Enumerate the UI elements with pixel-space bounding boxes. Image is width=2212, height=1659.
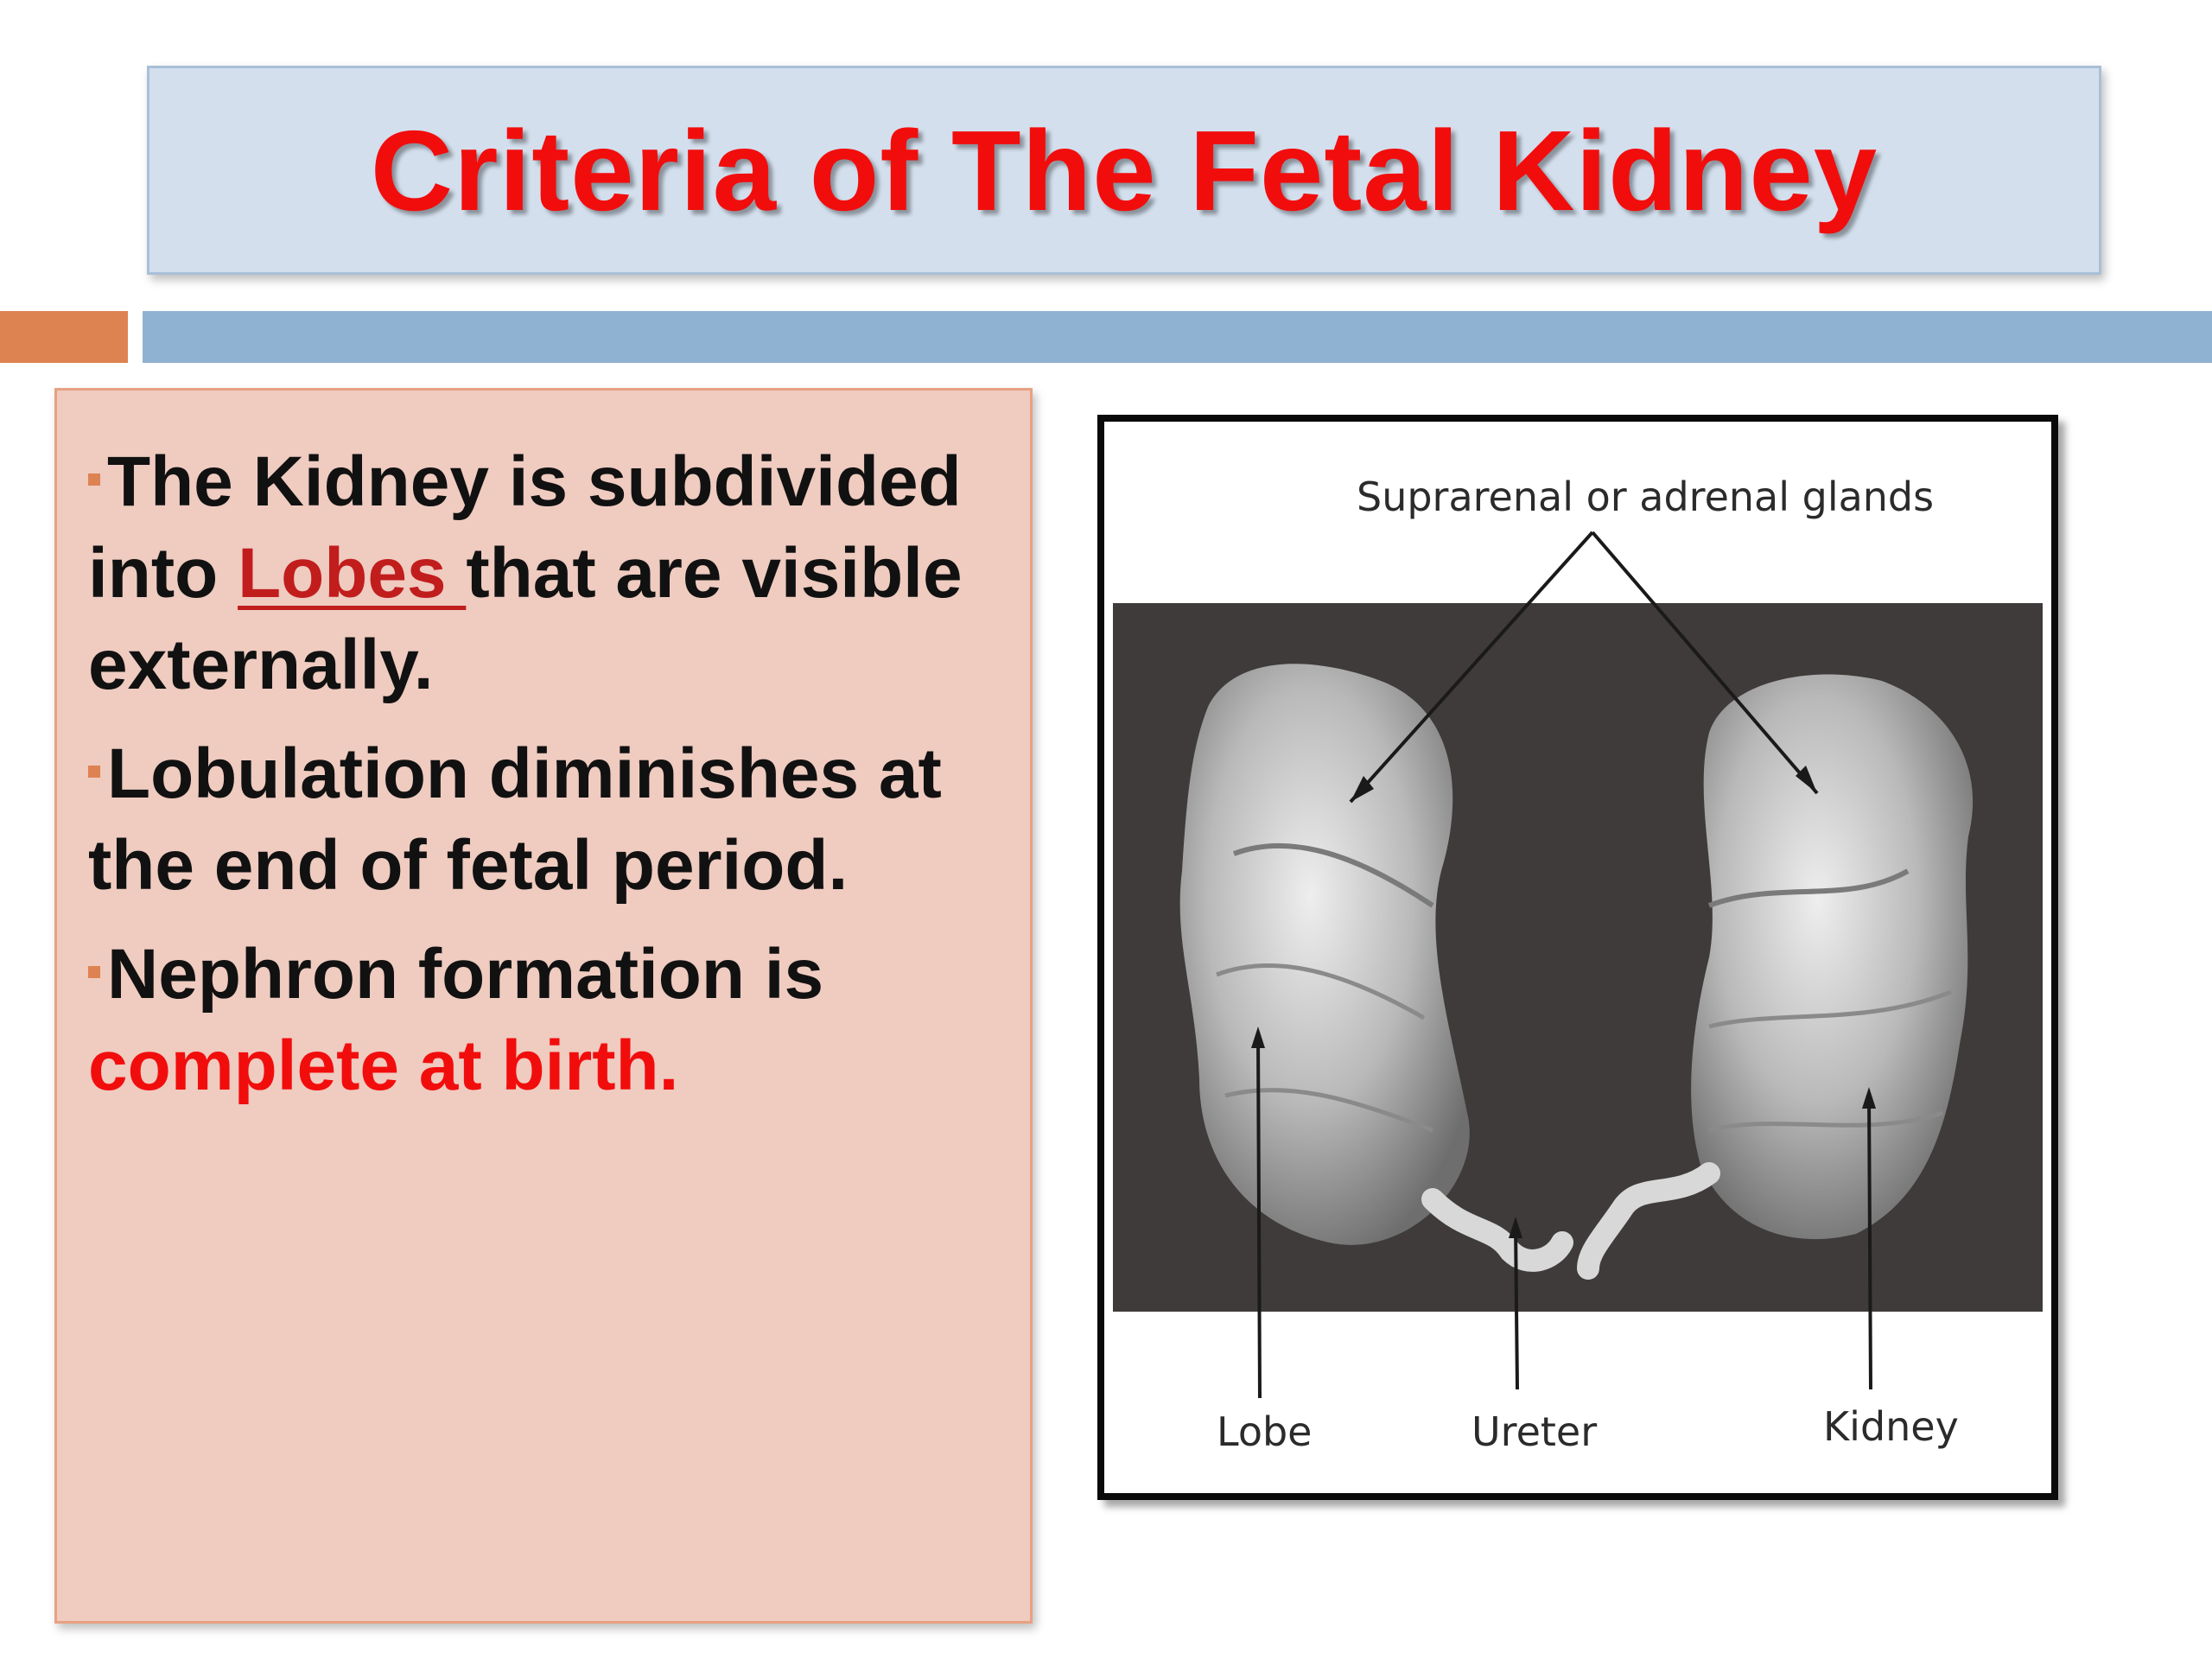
bullet-item-lobes: [88, 436, 999, 711]
label-kidney: Kidney: [1823, 1403, 1959, 1450]
text-panel: [54, 388, 1033, 1624]
highlight-text: complete at birth.: [88, 1027, 679, 1105]
accent-bar-orange: [0, 311, 128, 363]
bullet-marker: [88, 474, 100, 486]
title-banner: [147, 66, 2101, 275]
bullet-item-lobulation: [88, 728, 999, 912]
slide-title: Criteria of The Fetal Kidney: [370, 106, 1878, 234]
kidney-figure: [1097, 415, 2058, 1500]
label-ureter: Ureter: [1471, 1408, 1598, 1455]
bullet-marker: [88, 966, 100, 978]
label-lobe: Lobe: [1217, 1408, 1313, 1455]
lobes-link-text: Lobes: [238, 534, 467, 613]
emphasis-text: diminishes: [488, 734, 860, 813]
bullet-text: The Kidney is subdivided into: [88, 442, 962, 613]
accent-bar-blue: [143, 311, 2212, 363]
bullet-item-nephron: [88, 929, 999, 1112]
bullet-text: Lobulation: [107, 734, 489, 813]
bullet-text: that are visible externally.: [88, 534, 963, 704]
bullet-text: Nephron formation is: [107, 935, 824, 1014]
label-adrenal-glands: Suprarenal or adrenal glands: [1357, 474, 1935, 520]
bullet-text: at the end of fetal period.: [88, 734, 942, 905]
kidney-photo: [1104, 422, 2051, 1493]
bullet-marker: [88, 766, 100, 778]
